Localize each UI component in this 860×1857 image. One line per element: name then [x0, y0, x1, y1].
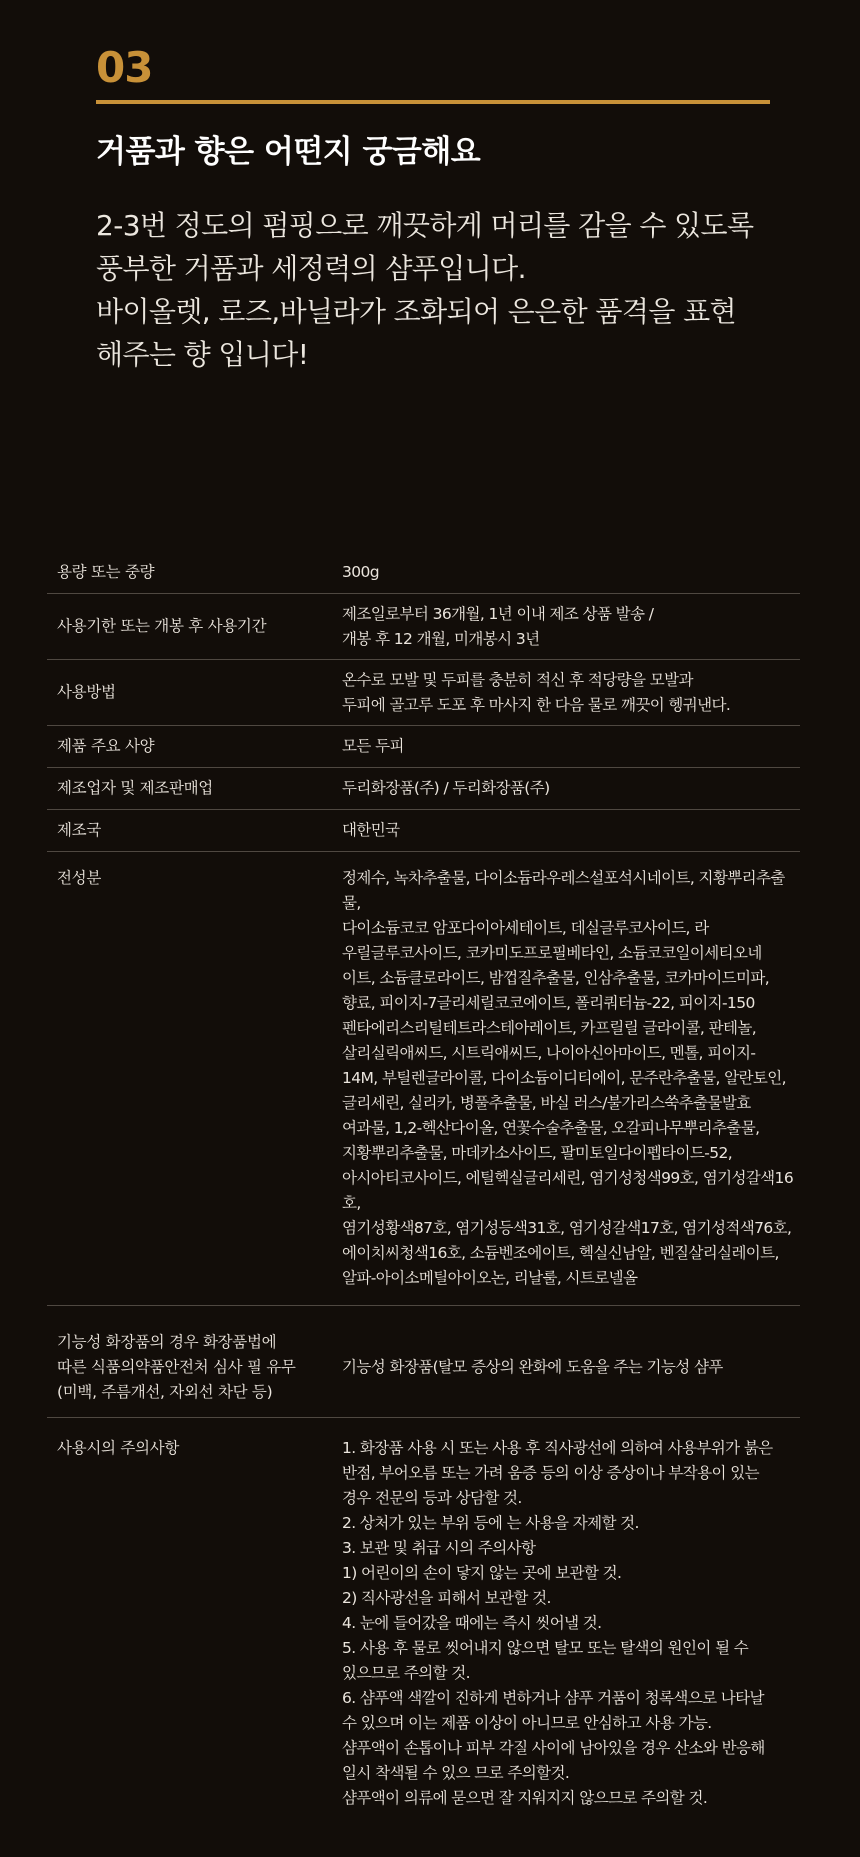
spec-value: 대한민국 — [342, 821, 400, 839]
spec-label: 전성분 — [57, 869, 102, 887]
accent-divider — [96, 100, 770, 104]
spec-label: 기능성 화장품의 경우 화장품법에 따른 식품의약품안전처 심사 필 유무 (미백, 주름개선, 자외선 차단 등) — [57, 1333, 296, 1401]
spec-value: 1. 화장품 사용 시 또는 사용 후 직사광선에 의하여 사용부위가 붉은 반점, 부어오름 또는 가려 움증 등의 이상 증상이나 부작용이 있는 경우 전문의 등과 상담할 것. 2. 상처가 있는 부위 등에 는 사용을 자제할 것. 3. 보관 및 취급 시의 주의사항 1) 어린이의 손이 닿지 않는 곳에 보관할 것. 2) 직사광선을 피해서 보관할 것. 4. 눈에 들어갔을 때에는 즉시 씻어낼 것. 5. 사용 후 물로 씻어내지 않으면 탈모 또는 탈색의 원인이 될 수 있으므로 주의할 것. 6. 샴푸액 색깔이 진하게 변하거나 샴푸 거품이 청록색으로 나타날 수 있으며 이는 제품 이상이 아니므로 안심하고 사용 가능. 샴푸액이 손톱이나 피부 각질 사이에 남아있을 경우 산소와 반응해 일시 착색될 수 있으 므로 주의할것. 샴푸액이 의류에 묻으면 잘 지워지지 않으므로 주의할 것. — [342, 1439, 773, 1807]
spec-value: 온수로 모발 및 두피를 충분히 적신 후 적당량을 모발과 두피에 골고루 도포 후 마사지 한 다음 물로 깨끗이 헹궈낸다. — [342, 670, 731, 714]
spec-value: 기능성 화장품(탈모 증상의 완화에 도움을 주는 기능성 샴푸 — [342, 1358, 723, 1376]
spec-value: 정제수, 녹차추출물, 다이소듐라우레스설포석시네이트, 지황뿌리추출물, 다이소듐코코 암포다이아세테이트, 데실글루코사이드, 라 우릴글루코사이드, 코카미도프로필베타인, 소듐코코일이세티오네 이트, 소듐클로라이드, 밤껍질추출물, 인삼추출물, 코카마이드미파, 향료, 피이지-7글리세릴코코에이트, 폴리쿼터늄-22, 피이지-150 펜타에리스리틸테트라스테아레이트, 카프릴릴 글라이콜, 판테놀, 살리실릭애씨드, 시트릭애씨드, 나이아신아마이드, 멘톨, 피이지- 14M, 부틸렌글라이콜, 다이소듐이디티에이, 문주란추출물, 알란토인, 글리세린, 실리카, 병풀추출물, 바실 러스/불가리스쑥추출물발효 여과물, 1,2-헥산다이올, 연꽃수술추출물, 오갈피나무뿌리추출물, 지황뿌리추출물, 마데카소사이드, 팔미토일다이펩타이드-52, 아시아티코사이드, 에틸헥실글리세린, 염기성청색99호, 염기성갈색16호, 염기성황색87호, 염기성등색31호, 염기성갈색17호, 염기성적색76호, 에이치씨청색16호, 소듐벤조에이트, 헥실신남알, 벤질살리실레이트, 알파-아이소메틸아이오논, 리날룰, 시트로넬올 — [342, 869, 794, 1287]
spec-value: 300g — [342, 563, 380, 581]
spec-row-expiry — [47, 594, 800, 660]
spec-row-capacity — [47, 552, 800, 594]
spec-label: 사용시의 주의사항 — [57, 1439, 180, 1457]
description-line: 2-3번 정도의 펌핑으로 깨끗하게 머리를 감을 수 있도록 — [96, 209, 754, 242]
section-description — [96, 204, 770, 376]
spec-row-country — [47, 810, 800, 852]
description-line: 바이올렛, 로즈,바닐라가 조화되어 은은한 품격을 표현 — [96, 295, 736, 328]
spec-label: 제조국 — [57, 821, 102, 839]
spec-label: 제품 주요 사양 — [57, 737, 155, 755]
spec-value: 제조일로부터 36개월, 1년 이내 제조 상품 발송 / 개봉 후 12 개월, 미개봉시 3년 — [342, 604, 654, 648]
description-line: 해주는 향 입니다! — [96, 338, 309, 371]
spec-row-ingredients — [47, 852, 800, 1306]
spec-row-usage — [47, 660, 800, 726]
spec-label: 사용기한 또는 개봉 후 사용기간 — [57, 617, 267, 635]
spec-label: 용량 또는 중량 — [57, 563, 155, 581]
spec-value: 두리화장품(주) / 두리화장품(주) — [342, 779, 550, 797]
spec-row-functional — [47, 1306, 800, 1418]
spec-row-manufacturer — [47, 768, 800, 810]
product-spec-table — [47, 552, 800, 1811]
section-number: 03 — [96, 43, 153, 92]
section-heading: 거품과 향은 어떤지 궁금해요 — [96, 134, 481, 170]
spec-row-spec — [47, 726, 800, 768]
description-line: 풍부한 거품과 세정력의 샴푸입니다. — [96, 252, 526, 285]
spec-row-caution — [47, 1418, 800, 1811]
spec-label: 사용방법 — [57, 683, 116, 701]
spec-value: 모든 두피 — [342, 737, 404, 755]
section-header — [96, 40, 770, 376]
spec-label: 제조업자 및 제조판매업 — [57, 779, 213, 797]
